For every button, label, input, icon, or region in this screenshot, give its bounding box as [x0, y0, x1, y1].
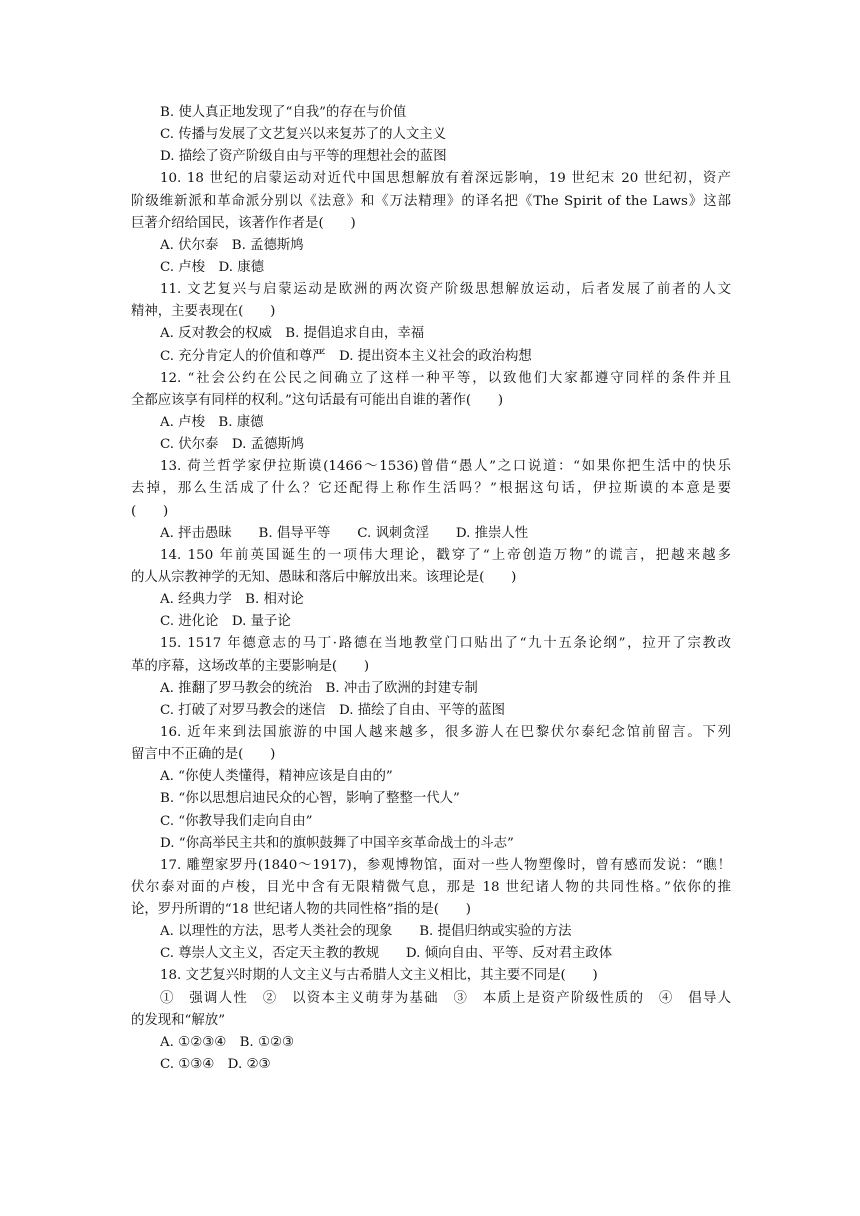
text-line: A. 反对教会的权威 B. 提倡追求自由，幸福 [160, 326, 425, 342]
text-line: 留言中不正确的是( ) [131, 747, 276, 763]
text-line: ( ) [131, 503, 169, 519]
text-line: A. 经典力学 B. 相对论 [160, 592, 304, 608]
text-line: B. “你以思想启迪民众的心智，影响了整整一代人” [160, 791, 460, 807]
text-line: C. 打破了对罗马教会的迷信 D. 描绘了自由、平等的蓝图 [160, 702, 506, 718]
text-line: B. 使人真正地发现了“自我”的存在与价值 [160, 105, 407, 120]
text-line: D. 描绘了资产阶级自由与平等的理想社会的蓝图 [160, 149, 447, 165]
text-line: ① 强调人性 ② 以资本主义萌芽为基础 ③ 本质上是资产阶级性质的 ④ 倡导人 [160, 990, 731, 1006]
text-line: 10. 18 世纪的启蒙运动对近代中国思想解放有着深远影响，19 世纪末 20 世纪初，资产 [160, 171, 731, 187]
text-line: 13. 荷兰哲学家伊拉斯谟(1466～1536)曾借“愚人”之口说道：“如果你把生活中的快乐 [160, 459, 731, 475]
text-line: 论，罗丹所谓的“18 世纪诸人物的共同性格”指的是( ) [131, 902, 472, 918]
text-line: C. 伏尔泰 D. 孟德斯鸠 [160, 437, 305, 453]
text-line: 的发现和“解放” [131, 1012, 226, 1028]
text-line: A. “你使人类懂得，精神应该是自由的” [160, 769, 393, 785]
text-line: 14. 150 年前英国诞生的一项伟大理论，戳穿了“上帝创造万物”的谎言，把越来越多 [160, 547, 731, 563]
text-line: 12. “社会公约在公民之间确立了这样一种平等，以致他们大家都遵守同样的条件并且 [160, 370, 731, 386]
text-line: A. 推翻了罗马教会的统治 B. 冲击了欧洲的封建专制 [160, 680, 478, 696]
text-line: 18. 文艺复兴时期的人文主义与古希腊人文主义相比，其主要不同是( ) [160, 968, 598, 984]
question-text-block [131, 102, 731, 1076]
text-line: 阶级维新派和革命派分别以《法意》和《万法精理》的译名把《The Spirit of the Laws》这部 [131, 193, 731, 209]
text-line: D. “你高举民主共和的旗帜鼓舞了中国辛亥革命战士的斗志” [160, 835, 514, 851]
text-line: 16. 近年来到法国旅游的中国人越来越多，很多游人在巴黎伏尔泰纪念馆前留言。下列 [160, 724, 731, 740]
text-line: 巨著介绍给国民，该著作作者是( ) [131, 215, 356, 231]
text-line: 全都应该享有同样的权利。”这句话最有可能出自谁的著作( ) [131, 392, 504, 408]
text-line: C. ①③④ D. ②③ [160, 1057, 271, 1073]
text-line: A. 卢梭 B. 康德 [160, 414, 264, 430]
text-line: 11. 文艺复兴与启蒙运动是欧洲的两次资产阶级思想解放运动，后者发展了前者的人文 [160, 282, 731, 298]
text-line: C. 卢梭 D. 康德 [160, 259, 265, 275]
text-line: C. 尊崇人文主义，否定天主教的教规 D. 倾向自由、平等、反对君主政体 [160, 946, 613, 962]
text-line: C. 传播与发展了文艺复兴以来复苏了的人文主义 [160, 127, 447, 143]
text-line: 15. 1517 年德意志的马丁·路德在当地教堂门口贴出了“九十五条论纲”，拉开了宗教改 [160, 636, 731, 652]
text-line: 的人从宗教神学的无知、愚昧和落后中解放出来。该理论是( ) [131, 569, 517, 585]
text-line: 伏尔泰对面的卢梭，目光中含有无限精微气息，那是 18 世纪诸人物的共同性格。”依你的推 [131, 879, 731, 895]
text-line: C. “你教导我们走向自由” [160, 813, 313, 829]
text-line: 革的序幕，这场改革的主要影响是( ) [131, 658, 370, 674]
text-line: C. 进化论 D. 量子论 [160, 614, 291, 630]
text-line: C. 充分肯定人的价值和尊严 D. 提出资本主义社会的政治构想 [160, 348, 532, 364]
text-line: 精神，主要表现在( ) [131, 304, 276, 320]
text-line: A. 伏尔泰 B. 孟德斯鸠 [160, 237, 304, 253]
text-line: 17. 雕塑家罗丹(1840～1917)，参观博物馆，面对一些人物塑像时，曾有感而发说：“瞧！ [160, 857, 731, 873]
text-line: 去掉，那么生活成了什么？它还配得上称作生活吗？”根据这句话，伊拉斯谟的本意是要 [131, 481, 731, 497]
text-line: A. 以理性的方法，思考人类社会的现象 B. 提倡归纳或实验的方法 [160, 924, 572, 940]
text-line: A. 抨击愚昧 B. 倡导平等 C. 讽刺贪淫 D. 推崇人性 [160, 525, 529, 541]
text-line: A. ①②③④ B. ①②③ [160, 1034, 294, 1050]
